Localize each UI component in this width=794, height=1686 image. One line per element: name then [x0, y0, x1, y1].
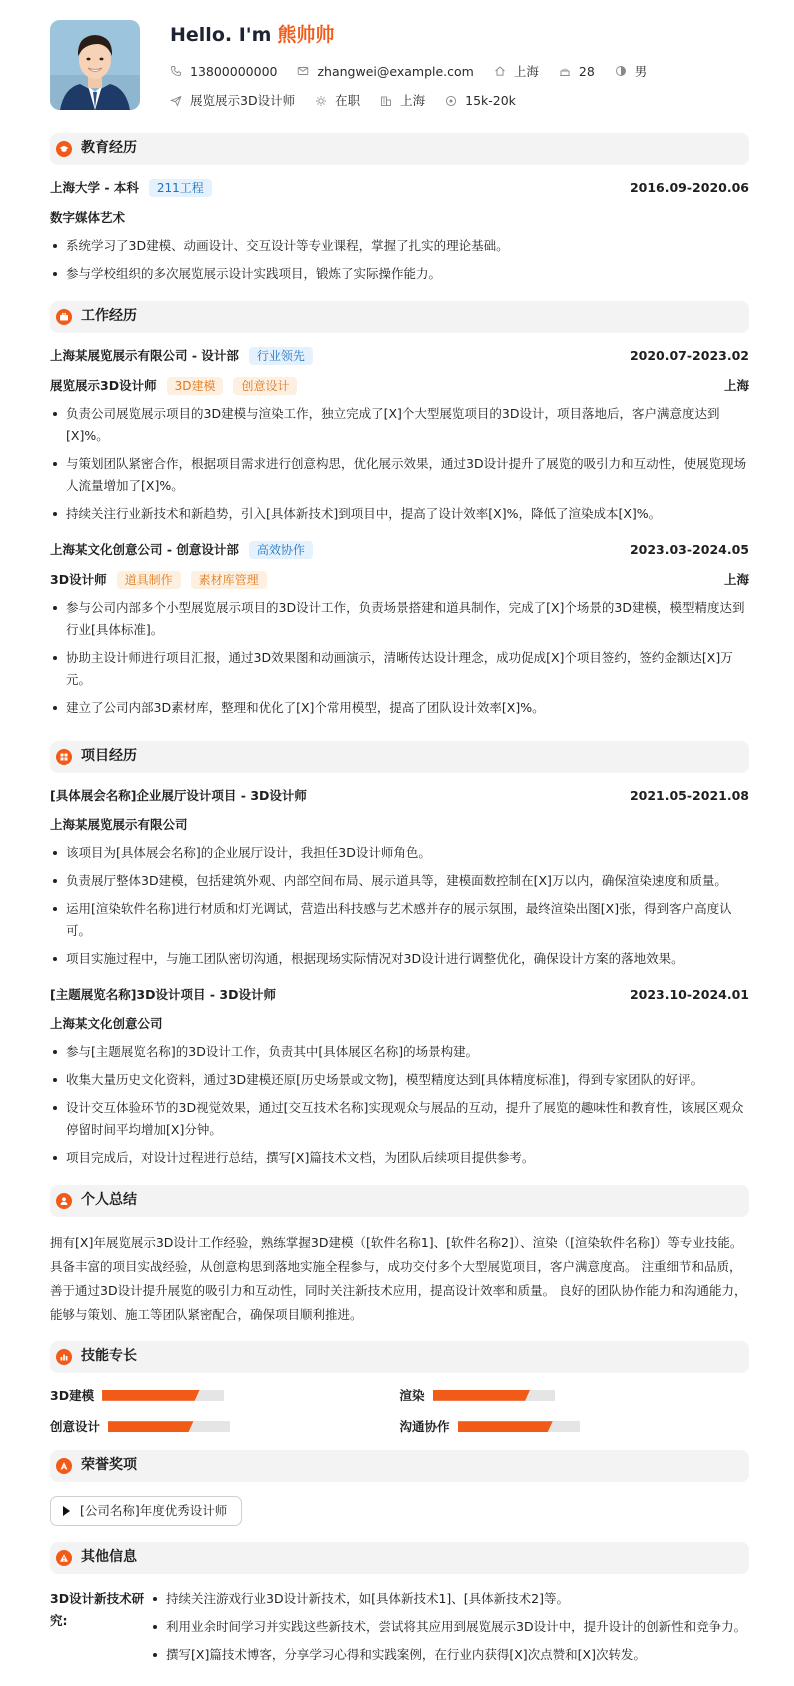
- project-bullets: [50, 1041, 749, 1169]
- candidate-name: 熊帅帅: [277, 24, 335, 46]
- project-name: [具体展会名称]企业展厅设计项目 - 3D设计师: [50, 787, 307, 803]
- role-tag: 道具制作: [117, 571, 181, 589]
- header-info: [170, 20, 667, 110]
- status-item: [315, 92, 360, 110]
- work-section: [50, 301, 749, 719]
- section-header: [50, 1450, 749, 1482]
- list-item: 项目实施过程中，与施工团队密切沟通，根据现场实际情况对3D设计进行调整优化，确保设计方案的落地效果。: [50, 948, 749, 970]
- hometown-value: 上海: [513, 63, 539, 79]
- skill-fill: [108, 1421, 193, 1432]
- list-item: 运用[渲染软件名称]进行材质和灯光调试，营造出科技感与艺术感并存的展示氛围，最终渲染出图[X]张，得到客户高度认可。: [50, 898, 749, 942]
- send-icon: [170, 95, 182, 107]
- list-item: 参与[主题展览名称]的3D设计工作，负责其中[具体展区名称]的场景构建。: [50, 1041, 749, 1063]
- other-info: [50, 1588, 749, 1666]
- other-section: [50, 1542, 749, 1666]
- project-entry: [50, 787, 749, 970]
- person-icon: [56, 1193, 72, 1209]
- cake-icon: [559, 65, 571, 77]
- job-role: 展览展示3D设计师: [50, 377, 157, 393]
- job-entry: [50, 347, 749, 525]
- list-item: 负责展厅整体3D建模，包括建筑外观、内部空间布局、展示道具等，建模面数控制在[X]万以内，确保渲染速度和质量。: [50, 870, 749, 892]
- list-item: 参与公司内部多个小型展览展示项目的3D设计工作，负责场景搭建和道具制作，完成了[X]个场景的3D建模，模型精度达到行业[具体标准]。: [50, 597, 749, 641]
- section-header: [50, 1542, 749, 1574]
- role-tag: 创意设计: [233, 377, 297, 395]
- school-name: 上海大学 - 本科: [50, 180, 139, 196]
- role-row: [50, 377, 749, 395]
- entry-header-row: [50, 787, 749, 805]
- other-label: 3D设计新技术研究:: [50, 1590, 145, 1628]
- age-item: [559, 63, 595, 81]
- greeting: [170, 22, 667, 49]
- position-value: 展览展示3D设计师: [190, 93, 296, 109]
- skill-bar: [108, 1421, 230, 1432]
- project-date: 2021.05-2021.08: [629, 787, 749, 803]
- skill-name: 3D建模: [50, 1387, 95, 1403]
- company-tag: 行业领先: [249, 347, 313, 365]
- honors-section: [50, 1450, 749, 1526]
- list-item: 协助主设计师进行项目汇报，通过3D效果图和动画演示，清晰传达设计理念，成功促成[X]个项目签约，签约金额达[X]万元。: [50, 647, 749, 691]
- section-header: [50, 1185, 749, 1217]
- skills-grid: [50, 1387, 749, 1436]
- graduation-cap-icon: [56, 141, 72, 157]
- bar-chart-icon: [56, 1349, 72, 1365]
- resume-header: [50, 20, 749, 123]
- list-item: 收集大量历史文化资料，通过3D建模还原[历史场景或文物]，模型精度达到[具体精度标准]，得到专家团队的好评。: [50, 1069, 749, 1091]
- contact-row: [170, 63, 667, 81]
- summary-text: 拥有[X]年展览展示3D设计工作经验，熟练掌握3D建模（[软件名称1]、[软件名称2]）、渲染（[渲染软件名称]）等专业技能。 具备丰富的项目实战经验，从创意构思到落地实施全程参与，成功交付多个大型展览项目，客户满意度高。 注重细节和品质，善于通过3D设计提升展览的吸引力和互动性，同时关注新技术应用，提高设计效率和质量。 良好的团队协作能力和沟通能力，能够与策划、施工等团队紧密配合，确保项目顺利推进。: [50, 1234, 747, 1322]
- hometown-item: [494, 63, 539, 81]
- skill-name: 创意设计: [50, 1419, 101, 1434]
- job-role: 3D设计师: [50, 571, 107, 587]
- gender-value: 男: [634, 63, 648, 79]
- section-title: 项目经历: [81, 747, 137, 764]
- skill-bar: [433, 1390, 555, 1401]
- project-date: 2023.10-2024.01: [629, 986, 749, 1002]
- email-item: [297, 63, 473, 81]
- project-bullets: [50, 842, 749, 970]
- section-title: 工作经历: [81, 307, 137, 324]
- section-header: [50, 1341, 749, 1373]
- position-item: [170, 92, 295, 110]
- role-row: [50, 571, 749, 589]
- list-item: 与策划团队紧密合作，根据项目需求进行创意构思，优化展示效果，通过3D设计提升了展览的吸引力和互动性，使展览现场人流量增加了[X]%。: [50, 453, 749, 497]
- list-item: 持续关注行业新技术和新趋势，引入[具体新技术]到项目中，提高了设计效率[X]%，降低了渲染成本[X]%。: [50, 503, 749, 525]
- mail-icon: [297, 65, 309, 77]
- status-icon: [315, 95, 327, 107]
- section-header: [50, 133, 749, 165]
- job-bullets: [50, 597, 749, 719]
- entry-header-row: [50, 179, 749, 197]
- phone-item: [170, 63, 277, 81]
- role-tag: 3D建模: [167, 377, 224, 395]
- major: 数字媒体艺术: [50, 210, 126, 225]
- other-bullets: [150, 1588, 746, 1666]
- education-section: [50, 133, 749, 285]
- project-name: [主题展览名称]3D设计项目 - 3D设计师: [50, 986, 276, 1002]
- list-item: 设计交互体验环节的3D视觉效果，通过[交互技术名称]实现观众与展品的互动，提升了展览的趣味性和教育性，该展区观众停留时间平均增加[X]分钟。: [50, 1097, 749, 1141]
- project-org: 上海某文化创意公司: [50, 1016, 163, 1031]
- list-item: 持续关注游戏行业3D设计新技术，如[具体新技术1]、[具体新技术2]等。: [150, 1588, 746, 1610]
- list-item: 建立了公司内部3D素材库，整理和优化了[X]个常用模型，提高了团队设计效率[X]%。: [50, 697, 749, 719]
- education-bullets: [50, 235, 749, 285]
- education-entry: [50, 179, 749, 285]
- list-item: 负责公司展览展示项目的3D建模与渲染工作，独立完成了[X]个大型展览项目的3D设计，项目落地后，客户满意度达到[X]%。: [50, 403, 749, 447]
- section-title: 技能专长: [81, 1347, 137, 1364]
- city-item: [380, 92, 425, 110]
- building-icon: [380, 95, 392, 107]
- skill-item: [50, 1418, 400, 1436]
- list-item: 系统学习了3D建模、动画设计、交互设计等专业课程，掌握了扎实的理论基础。: [50, 235, 749, 257]
- list-item: 利用业余时间学习并实践这些新技术，尝试将其应用到展览展示3D设计中，提升设计的创新性和竞争力。: [150, 1616, 746, 1638]
- age-value: 28: [578, 63, 595, 79]
- skill-bar: [102, 1390, 224, 1401]
- triangle-right-icon: [63, 1506, 70, 1516]
- salary-item: [445, 92, 516, 110]
- honor-text: [公司名称]年度优秀设计师: [80, 1502, 228, 1518]
- skill-name: 沟通协作: [399, 1419, 450, 1434]
- projects-section: [50, 741, 749, 1169]
- company-name: 上海某文化创意公司 - 创意设计部: [50, 541, 239, 557]
- entry-header-row: [50, 986, 749, 1004]
- job-bullets: [50, 403, 749, 525]
- list-item: 项目完成后，对设计过程进行总结，撰写[X]篇技术文档，为团队后续项目提供参考。: [50, 1147, 749, 1169]
- job-location: 上海: [723, 377, 749, 393]
- skill-item: [400, 1418, 750, 1436]
- entry-header-row: [50, 347, 749, 365]
- grid-icon: [56, 749, 72, 765]
- gender-item: [615, 63, 648, 81]
- skill-bar: [458, 1421, 580, 1432]
- phone-value: 13800000000: [190, 63, 278, 79]
- phone-icon: [170, 65, 182, 77]
- summary-section: [50, 1185, 749, 1327]
- list-item: 撰写[X]篇技术博客，分享学习心得和实践案例，在行业内获得[X]次点赞和[X]次转发。: [150, 1644, 746, 1666]
- skill-item: [400, 1387, 750, 1405]
- job-intent-row: [170, 92, 667, 110]
- project-org: 上海某展览展示有限公司: [50, 817, 188, 832]
- skill-name: 渲染: [399, 1387, 425, 1403]
- section-title: 荣誉奖项: [81, 1456, 137, 1473]
- honor-item: [50, 1496, 242, 1526]
- city-value: 上海: [400, 93, 426, 109]
- section-title: 个人总结: [81, 1191, 137, 1208]
- award-icon: [56, 1458, 72, 1474]
- list-item: 参与学校组织的多次展览展示设计实践项目，锻炼了实际操作能力。: [50, 263, 749, 285]
- job-entry: [50, 541, 749, 719]
- briefcase-icon: [56, 309, 72, 325]
- company-name: 上海某展览展示有限公司 - 设计部: [50, 347, 239, 363]
- school-tag: 211工程: [149, 179, 212, 197]
- education-date: 2016.09-2020.06: [629, 180, 749, 196]
- job-date: 2020.07-2023.02: [629, 347, 749, 363]
- avatar: [50, 20, 140, 110]
- greeting-prefix: Hello. I'm: [170, 24, 272, 46]
- skills-section: [50, 1341, 749, 1436]
- section-header: [50, 301, 749, 333]
- warning-icon: [56, 1550, 72, 1566]
- list-item: 该项目为[具体展会名称]的企业展厅设计，我担任3D设计师角色。: [50, 842, 749, 864]
- role-tag: 素材库管理: [191, 571, 267, 589]
- job-date: 2023.03-2024.05: [629, 541, 749, 557]
- home-icon: [494, 65, 506, 77]
- company-tag: 高效协作: [249, 541, 313, 559]
- project-entry: [50, 986, 749, 1169]
- status-value: 在职: [335, 93, 361, 109]
- entry-header-row: [50, 541, 749, 559]
- skill-fill: [433, 1390, 531, 1401]
- section-title: 其他信息: [81, 1548, 137, 1565]
- section-title: 教育经历: [81, 140, 137, 157]
- job-location: 上海: [723, 571, 749, 587]
- email-value: zhangwei@example.com: [317, 63, 474, 79]
- skill-fill: [102, 1390, 200, 1401]
- section-header: [50, 741, 749, 773]
- salary-value: 15k-20k: [465, 93, 516, 109]
- skill-item: [50, 1387, 400, 1405]
- salary-icon: [445, 95, 457, 107]
- skill-fill: [458, 1421, 553, 1432]
- gender-icon: [615, 65, 627, 77]
